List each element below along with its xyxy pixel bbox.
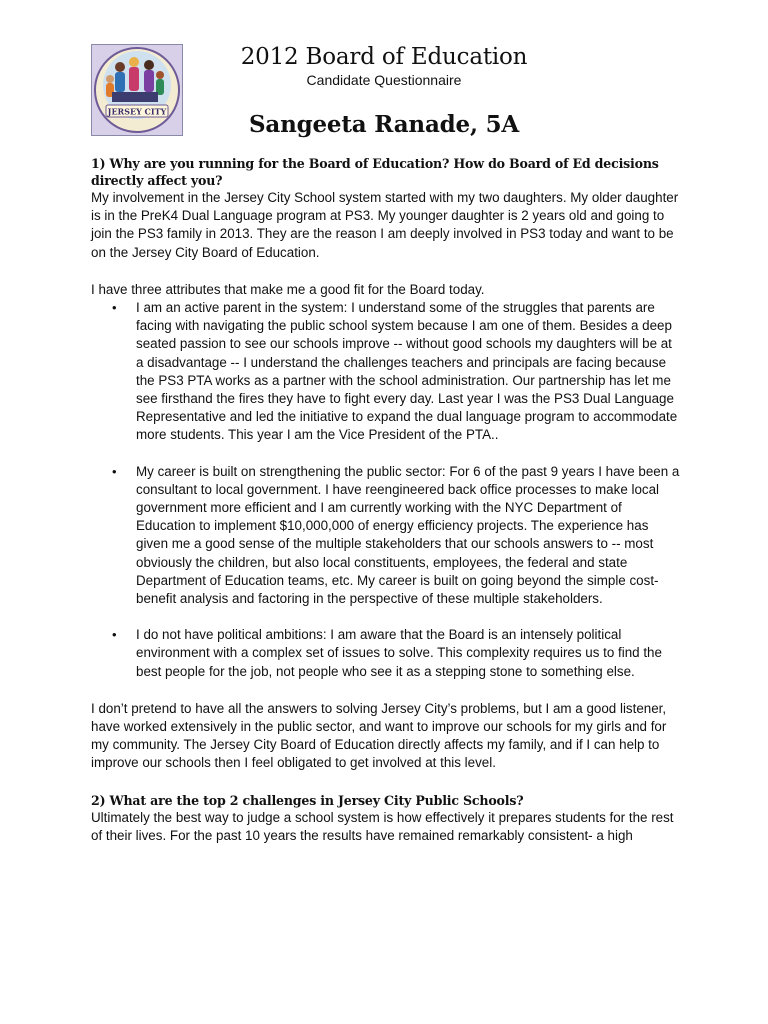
list-item: • I do not have political ambitions: I am aware that the Board is an intensely political environment with a complex set of issues to solve. This complexity requires us to find the best people for the job, not people who see it as a stepping stone to something else.: [91, 626, 681, 681]
candidate-name: Sangeeta Ranade, 5A: [248, 111, 520, 138]
q2-answer: Ultimately the best way to judge a school system is how effectively it prepares students for the rest of their lives. For the past 10 years the results have remained remarkably consistent- a high: [91, 809, 674, 843]
jersey-city-logo: [91, 44, 183, 136]
q1-attributes-intro: I have three attributes that make me a good fit for the Board today.: [91, 281, 485, 297]
logo-text: JERSEY CITY: [107, 106, 167, 117]
list-item: • My career is built on strengthening the public sector: For 6 of the past 9 years I have been a consultant to local government. I have reengineered back office processes to make local government more efficient and I am currently working with the NYC Department of Education to implement $10,000,000 of energy efficiency projects. The experience has given me a good sense of the multiple stakeholders that our schools answers to -- most obviously the children, but also local constituents, employees, the federal and state Department of Education teams, etc. My career is built on going beyond the simple cost-benefit analysis and factoring in the perspective of these multiple stakeholders.: [91, 463, 681, 609]
page-subtitle: Candidate Questionnaire: [306, 72, 462, 88]
questionnaire-body: [91, 155, 681, 845]
page-title: 2012 Board of Education: [240, 44, 528, 70]
logo-illustration-icon: [92, 45, 182, 135]
q1-intro: My involvement in the Jersey City School system started with my two daughters. My older daughter is in the PreK4 Dual Language program at PS3. My younger daughter is 2 years old and going to join the PS3 family in 2013. They are the reason I am deeply involved in PS3 today and want to be on the Jersey City Board of Education.: [91, 190, 679, 260]
list-item: • I am an active parent in the system: I understand some of the struggles that parents are facing with navigating the public school system because I am one of them. Besides a deep seated passion to see our schools improve -- without good schools my daughters will be at a disadvantage -- I understand the challenges teachers and principals are facing because the PS3 PTA works as a partner with the school administration. Our partnership has let me see firsthand the fires they have to fight every day. Last year I was the PS3 Dual Language Representative and led the initiative to expand the dual language program to accommodate more students. This year I am the Vice President of the PTA..: [91, 299, 681, 445]
question-2: 2) What are the top 2 challenges in Jersey City Public Schools?: [91, 792, 524, 808]
q1-closing: I don’t pretend to have all the answers to solving Jersey City’s problems, but I am a good listener, have worked extensively in the public sector, and want to improve our schools for my girls and for my community. The Jersey City Board of Education directly affects my family, and if I can help to improve our schools then I feel obligated to get involved at this level.: [91, 700, 667, 771]
attributes-list: [91, 299, 681, 681]
question-1: 1) Why are you running for the Board of Education? How do Board of Ed decisions directly affect you?: [91, 156, 659, 188]
